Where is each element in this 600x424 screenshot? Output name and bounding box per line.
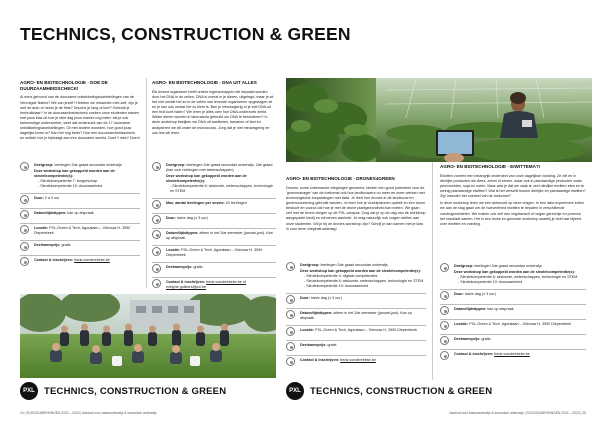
info-duur (440, 292, 586, 300)
locatie-value: PXL-Green & Tech, Agoralaan – Gebouw H, 3590 Diepenbeek (34, 226, 131, 236)
locatie-value: PXL-Green & Tech, Agoralaan – Gebouw H, 3590 Diepenbeek (315, 328, 417, 333)
students-photo (20, 294, 276, 378)
clock-icon (152, 215, 161, 224)
card-intro (152, 90, 274, 136)
location-pin-icon (20, 225, 29, 234)
doelgroep-label: Doelgroep: (166, 163, 186, 167)
card-drones4green (286, 176, 426, 234)
info-duur (286, 296, 426, 304)
card-duurzaamheidscheck (20, 80, 140, 143)
info-duur (152, 216, 276, 224)
deelname-label: Deelnameprijs: (454, 337, 481, 342)
locatie-label: Locatie: (166, 248, 181, 253)
deelname-label: Deelnameprijs: (300, 343, 327, 348)
clock-icon (440, 291, 449, 300)
datum-label: Datum/tijdstippen: (34, 211, 67, 216)
info-locatie (286, 328, 426, 336)
card-intro (440, 174, 586, 227)
max-value: 20 leerlingen (225, 201, 247, 206)
deelname-value: gratis (61, 243, 71, 248)
intro-paragraph: Drones, soms onbemande vliegtuigen genoemd, bieden een groot potentieel voor de 'groenmanager' van de toekomst ook hoe landbouwers nu meer en meer werken met technologische toepassingen met data. Je leert hoe drones in de landbouw en groenvoorziening gebruikt worden. Je leert hoe je vluchtplannen opstelt en een drone bestuurt en vooral ook hoe je met de drone plantgezondheid kan meten. We gaan zelf met de drone vliegen op de PXL-campus. Zorg dat je op de dag van de workshop aangepaste kledij en schoenen aanhebt. Je mag natuurlijk ook vragen stellen aan onze studenten. Wil je bij de drones-workshop zijn? Schrijf je dan samen met je klas in voor deze vlieginstructiedag! (286, 185, 426, 231)
deelname-label: Deelnameprijs: (34, 243, 61, 248)
pxl-logo-badge: PXL (20, 382, 38, 400)
duur-value: halve dag (± 3 uur) (176, 216, 208, 221)
info-doelgroep (286, 263, 426, 289)
workshop-label: Deze workshop kan gekoppeld worden aan de sleutelcompetentie(s): (454, 270, 575, 275)
intro-paragraph: Al eens gehoord van de duurzame ontwikkelingsdoelstellingen van de Verenigde Naties? We van jezelf? Hebben we misschien niet-zelf, zijn je met de auto of neem je de fiets? Douche je lang of kort? Gebruik je herbruikbaar? In de duurzaamheidscheck zoeken onze studenten samen met jouw klas uit hoe je elke dag jouw manier nog beter. als je ook toekomstige onderzoeker, weet dat onderzoek van de 17 duurzame ontwikkelingsdoelstellingen. Of met andere woorden, hoe goed jouw dagelijks leven is? Kan het nog beter? Doe een duurzaamheidsscheck en ontdek hoe je bijdraagt aan een duurzame wereld. Doet 't mee? Doen! (20, 95, 140, 141)
workshop-label: Deze workshop kan gekoppeld worden aan de sleutelcompetentie(s): (166, 174, 247, 184)
card-title: AGRO- EN BIOTECHNOLOGIE - EIWITTEMA?! (440, 164, 541, 169)
card-title: AGRO- EN BIOTECHNOLOGIE - DRONES4GREEN (286, 176, 395, 181)
competentie-item: - Sleutelcompetentie 4: digitale competenties (304, 274, 423, 279)
location-pin-icon (286, 327, 295, 336)
duur-value: halve dag (± 3 uur) (464, 292, 496, 297)
info-contact (152, 280, 276, 290)
contact-link[interactable]: frank.vonderebeke.be (494, 352, 530, 357)
card-title: AGRO- EN BIOTECHNOLOGIE - DOE DE DUURZAAMHEIDSCHECK! (20, 80, 108, 91)
person-icon (152, 162, 161, 171)
card-title: AGRO- EN BIOTECHNOLOGIE - DNA UIT ALLES (152, 80, 257, 85)
location-pin-icon (152, 247, 161, 256)
datum-value: alleen in het 2de semester (januari-juni). Kan op afspraak (300, 311, 412, 321)
intro-paragraph: In deze workshop leren we een antwoord op deze vragen. In een labo-experiment zullen we aan de slag gaan om de hoeveelheid eiwitten te bepalen in verschillende voedingsmiddelen. We maken ook zelf een vegetarisch of vegan gerechtje en proeven het resultaat samen. Het is een leuke en gezonde workshop waarbij je heel wat bijleert over eiwitten en voeding. (440, 201, 585, 226)
column-divider (146, 78, 147, 288)
info-datum (152, 231, 276, 241)
column-divider (432, 160, 433, 380)
card-dna-uit-alles (152, 80, 274, 138)
footer-brand: TECHNICS, CONSTRUCTION & GREEN (310, 385, 493, 397)
group-icon (152, 200, 161, 209)
competentie-list (454, 275, 577, 285)
mail-icon (152, 279, 161, 288)
mail-icon (440, 351, 449, 360)
page-footnote-left: 24 | SCHOOLWERKINGEN 2022 – 2023 | Aanbod voor basisonderwijs & secundair onderwijs (20, 411, 157, 415)
datum-label: Datum/tijdstippen: (300, 311, 333, 316)
calendar-icon (20, 210, 29, 219)
info-deelname (286, 343, 426, 351)
students-photo-illustration (20, 294, 276, 378)
competentie-item: - Sleutelcompetentie 6: wiskunde, wetenschappen, technologie en STEM (170, 184, 276, 194)
card-eiwittema (440, 164, 586, 229)
competentie-item: - Sleutelcompetentie 10: duurzaamheid (38, 184, 140, 189)
euro-icon (152, 264, 161, 273)
datum-label: Datum/tijdstippen: (166, 231, 199, 236)
deelname-value: gratis (193, 265, 203, 270)
clock-icon (20, 195, 29, 204)
footer-logo-right (286, 382, 492, 400)
greenhouse-photo (286, 78, 592, 162)
footer-brand: TECHNICS, CONSTRUCTION & GREEN (44, 385, 227, 397)
location-pin-icon (440, 321, 449, 330)
doelgroep-value: leerlingen 3de graad secundair onderwijs (474, 264, 542, 268)
duur-value: halve dag (± 3 uur) (310, 296, 342, 301)
contact-label: Contact & inschrijven: (34, 258, 74, 263)
doelgroep-label: Doelgroep: (454, 264, 474, 268)
person-icon (20, 162, 29, 171)
competentie-list (34, 179, 140, 189)
info-contact (20, 258, 140, 266)
competentie-item: - Sleutelcompetentie 10: duurzaamheid (458, 280, 577, 285)
intro-paragraph: Elk levend organisme heeft unieke eigenschappen die bepaald worden door het DNA in de cellen. DNA is overal in je dieren, uitgelegd, maar je zit het niet omdat het zo in de cellen van levende organismen opgeslagen zit en je kan ook omdat het zo klein is. Ben je nieuwsgierig of je zelf DNA uit een fruit kunt halen? We leren je alles over hoe DNA-onderzoek werkt. Welke dieren worden in laboratoria gebruikt om DNA te bestuderen? In deze workshop bekijken we DNA uit aardbeien, bananen of kiwi en analyseren we dit onder de microscoop. Zorg dat je niet nieuwsgierig en ook iets wil leren. (152, 89, 274, 135)
info-deelname (20, 243, 140, 251)
mail-icon (286, 357, 295, 366)
card-intro (20, 95, 140, 141)
page-title: TECHNICS, CONSTRUCTION & GREEN (20, 24, 351, 44)
contact-link[interactable]: frank.vonderebeke.be (340, 358, 376, 363)
doelgroep-value: leerlingen 3de graad secundair onderwijs, 2de graad (kan voor richtingen met wetenschappen) (166, 163, 273, 172)
footer-logo-left (20, 382, 226, 400)
max-label: Max. aantal leerlingen per sessie: (166, 201, 225, 206)
competentie-list (166, 184, 276, 194)
euro-icon (20, 242, 29, 251)
euro-icon (286, 342, 295, 351)
card-intro (286, 186, 426, 232)
info-contact (440, 352, 586, 360)
contact-link[interactable]: frank.vonderebeke.be (74, 258, 110, 263)
clock-icon (286, 295, 295, 304)
deelname-value: gratis (481, 337, 491, 342)
duur-label: Duur: (454, 292, 464, 297)
info-doelgroep (152, 163, 276, 194)
doelgroep-value: leerlingen 3de graad secundair onderwijs (54, 163, 122, 167)
calendar-icon (286, 310, 295, 319)
info-datum (286, 311, 426, 321)
locatie-value: PXL-Green & Tech, Agoralaan – Gebouw H, 3590 Diepenbeek (469, 322, 571, 327)
page-footnote-right: Aanbod voor basisonderwijs & secundair onderwijs | SCHOOLWERKINGEN 2022 – 2023 | 25 (449, 411, 586, 415)
info-drones4green (286, 263, 426, 370)
info-duurzaamheidscheck (20, 163, 140, 270)
locatie-value: PXL-Green & Tech, Agoralaan – Gebouw H, 3590 Diepenbeek (166, 248, 263, 258)
intro-paragraph: Eiwitten vormen een belangrijk onderdeel van onze dagelijkse voeding. Ze zitt en in dierlijke producten als vlees, zuivel of eieren, maar ook in plantaardige producten zoals peulvruchten, soja en noten. Maar wist je dat we vaak te veel dierlijke eiwitten eten en te weinig plantaardige eiwitten? Wat is het verschil tussen dierlijke en plantaardige eiwitten? Zijn insecten het voedsel van de toekomst? (440, 173, 586, 199)
contact-label: Contact & inschrijven: (454, 352, 494, 357)
workshop-label: Deze workshop kan gekoppeld worden aan de sleutelcompetentie(s): (34, 169, 115, 179)
deelname-value: gratis (327, 343, 337, 348)
info-dna-uit-alles (152, 163, 276, 294)
deelname-label: Deelnameprijs: (166, 265, 193, 270)
competentie-list (300, 274, 423, 289)
competentie-item: - Sleutelcompetentie 10: duurzaamheid (304, 284, 423, 289)
doelgroep-label: Doelgroep: (34, 163, 54, 167)
locatie-label: Locatie: (454, 322, 469, 327)
euro-icon (440, 336, 449, 345)
info-duur (20, 196, 140, 204)
info-datum (20, 211, 140, 219)
competentie-item: - Sleutelcompetentie 7: burgerschap (38, 179, 140, 184)
info-deelname (152, 265, 276, 273)
contact-label: Contact & inschrijven: (300, 358, 340, 363)
locatie-label: Locatie: (300, 328, 315, 333)
datum-value: alleen in het 2de semester (januari-juni). Kan op afspraak (166, 231, 273, 241)
mail-icon (20, 257, 29, 266)
info-locatie (440, 322, 586, 330)
duur-value: 2 à 3 uur (44, 196, 60, 201)
info-max (152, 201, 276, 209)
workshop-label: Deze workshop kan gekoppeld worden aan de sleutelcompetentie(s): (300, 269, 421, 274)
info-doelgroep (440, 264, 586, 285)
person-icon (440, 263, 449, 272)
duur-label: Duur: (300, 296, 310, 301)
greenhouse-photo-illustration (286, 78, 592, 162)
datum-value: kan op afspraak (67, 211, 94, 216)
competentie-item: - Sleutelcompetentie 6: wiskunde, wetenschappen, technologie en STEM (304, 279, 423, 284)
contact-label: Contact & inschrijven: (166, 280, 206, 285)
info-eiwittema (440, 264, 586, 364)
pxl-logo-badge: PXL (286, 382, 304, 400)
calendar-icon (152, 230, 161, 239)
info-contact (286, 358, 426, 366)
info-doelgroep (20, 163, 140, 189)
info-datum (440, 307, 586, 315)
info-locatie (20, 226, 140, 236)
datum-label: Datum/tijdstippen: (454, 307, 487, 312)
duur-label: Duur: (166, 216, 176, 221)
doelgroep-value: leerlingen 3de graad secundair onderwijs (320, 263, 388, 267)
info-deelname (440, 337, 586, 345)
datum-value: kan op afspraak (487, 307, 514, 312)
doelgroep-label: Doelgroep: (300, 263, 320, 267)
locatie-label: Locatie: (34, 226, 49, 231)
info-locatie (152, 248, 276, 258)
competentie-item: - Sleutelcompetentie 6: wiskunde, wetenschappen, technologie en STEM (458, 275, 577, 280)
duur-label: Duur: (34, 196, 44, 201)
person-icon (286, 262, 295, 271)
contact-link[interactable]: frank.vonderebeke.be of evelyne.gulikers@pxl.be (166, 280, 246, 290)
calendar-icon (440, 306, 449, 315)
